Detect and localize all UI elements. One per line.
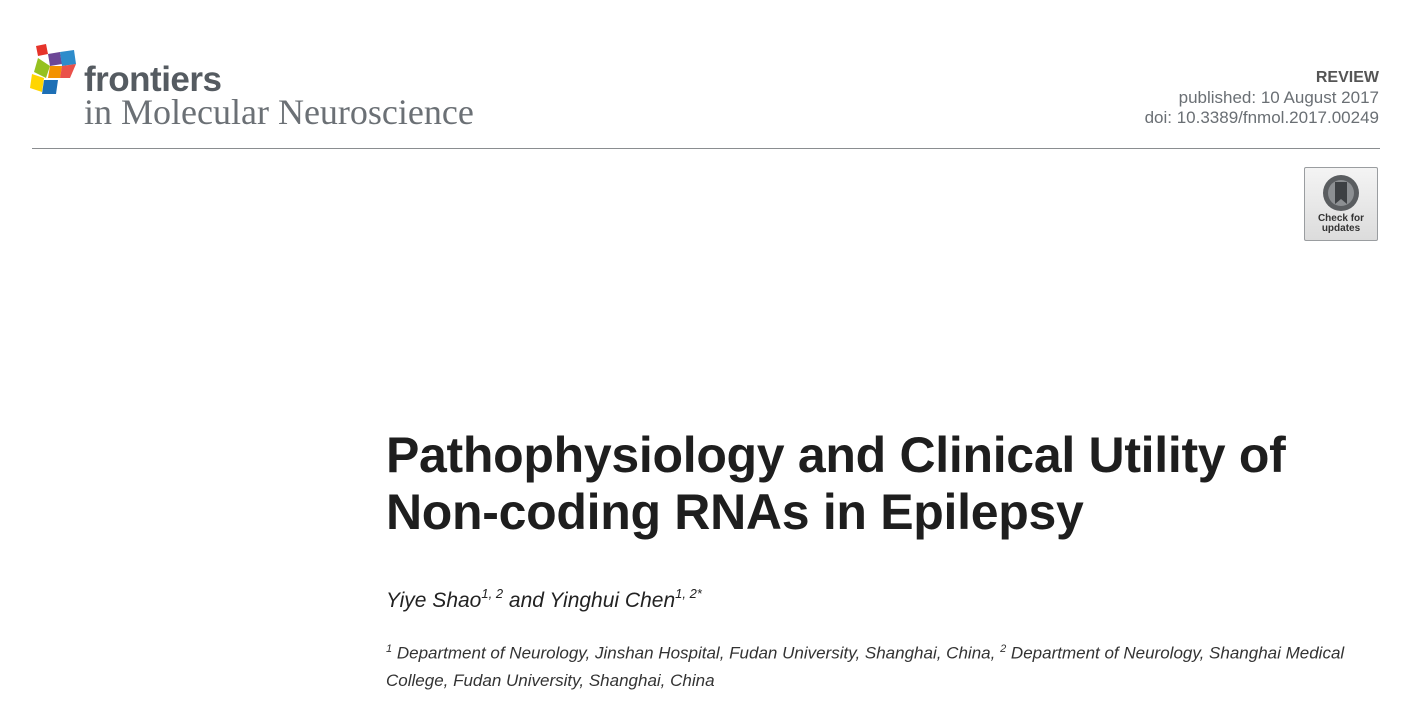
- article-meta: [1145, 68, 1379, 128]
- author-list: [386, 587, 702, 613]
- author-affiliation-marker: 1, 2*: [675, 586, 702, 601]
- affiliation-marker: 2: [1000, 643, 1007, 655]
- author-name[interactable]: Yiye Shao: [386, 589, 482, 612]
- bookmark-circle-icon: [1321, 173, 1361, 213]
- frontiers-logo-icon: [30, 44, 80, 102]
- frontiers-wordmark: frontiers: [84, 60, 222, 99]
- author-joiner: and: [508, 589, 544, 612]
- author-name[interactable]: Yinghui Chen: [549, 589, 676, 612]
- check-for-updates-label: Check for updates: [1317, 213, 1365, 234]
- header-divider: [32, 148, 1380, 149]
- affiliation-marker: 1: [386, 643, 393, 655]
- article-type: REVIEW: [1315, 69, 1379, 86]
- author-affiliation-marker: 1, 2: [481, 586, 504, 601]
- journal-name: in Molecular Neuroscience: [84, 92, 474, 132]
- affiliation-text: Department of Neurology, Jinshan Hospital, Fudan University, Shanghai, China,: [396, 643, 996, 663]
- affiliation-text: Department of Neurology, Shanghai Medical College, Fudan University, Shanghai, China: [386, 643, 1345, 690]
- doi-link[interactable]: doi: 10.3389/fnmol.2017.00249: [1144, 108, 1379, 127]
- check-for-updates-button[interactable]: [1304, 167, 1378, 241]
- article-title: Pathophysiology and Clinical Utility of Non-coding RNAs in Epilepsy: [386, 427, 1286, 540]
- journal-logo[interactable]: [30, 44, 530, 134]
- affiliations: [386, 636, 1346, 694]
- published-date: published: 10 August 2017: [1178, 88, 1379, 107]
